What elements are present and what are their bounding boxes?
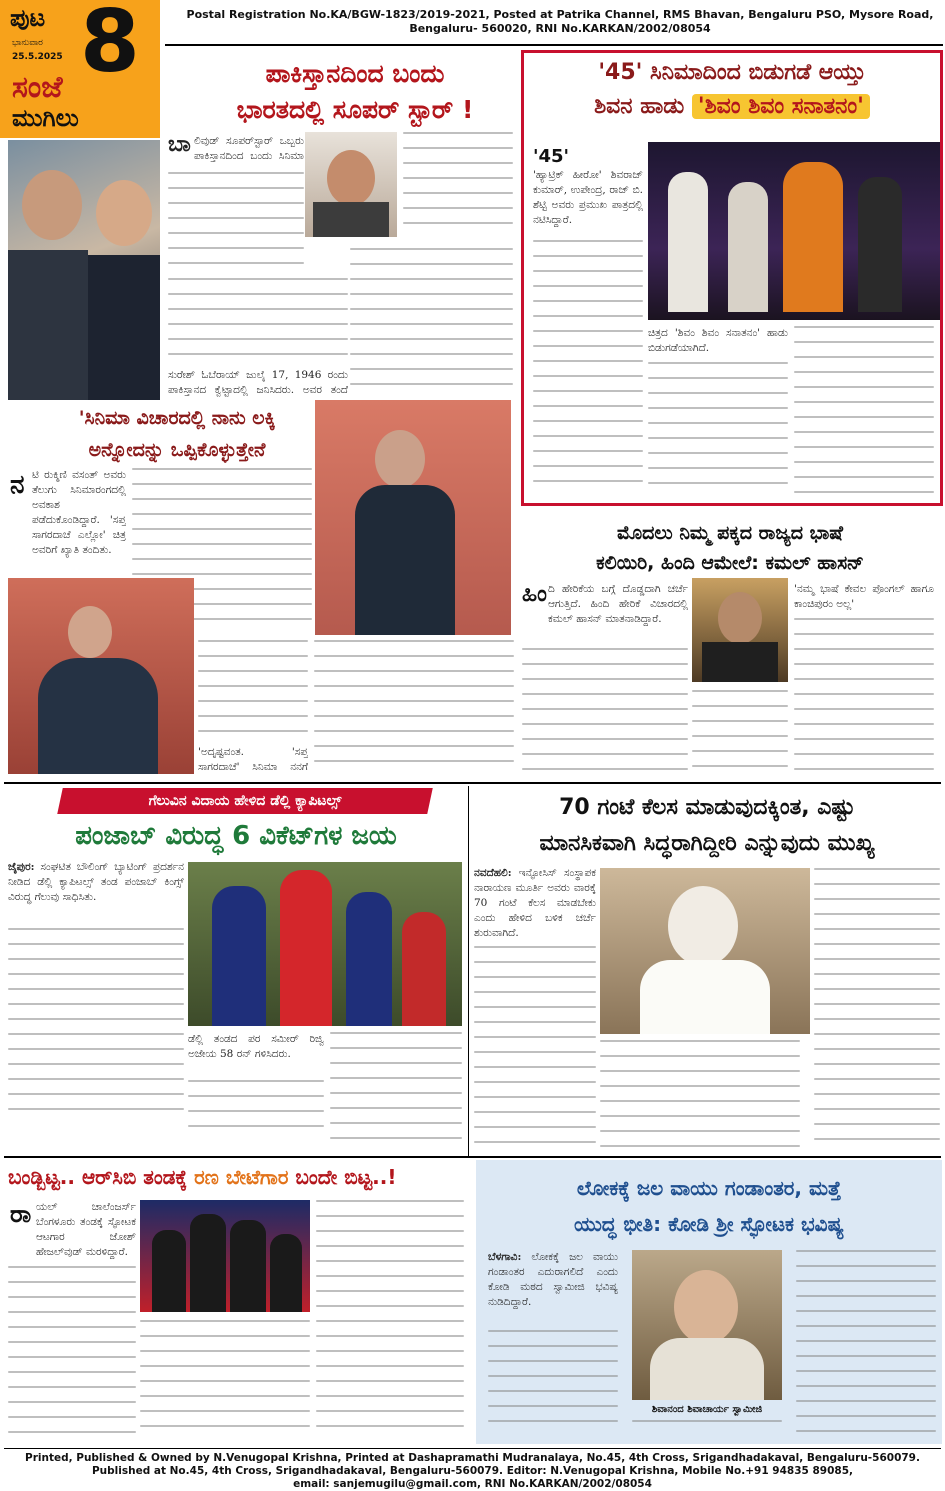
- paper-name-line1: ಸಂಜೆ: [12, 70, 63, 105]
- postal-line-2: Bengaluru- 560020, RNI No.KARKAN/2002/08054: [409, 22, 711, 35]
- article3-photo-second: [8, 578, 194, 774]
- footer-rule: [4, 1448, 941, 1449]
- article2-para1: 'ಹ್ಯಾಟ್ರಿಕ್ ಹೀರೋ' ಶಿವರಾಜ್ ಕುಮಾರ್, ಉಪೇಂದ್ರ, ರಾಜ್ ಬಿ. ಶೆಟ್ಟಿ ಅವರು ಪ್ರಮುಖ ಪಾತ್ರದಲ್ಲಿ ನಟಿಸಿದ್ದಾರೆ.: [533, 169, 643, 226]
- masthead-rule: [165, 44, 943, 46]
- article2-photo: [648, 142, 940, 320]
- sports1-photo: [188, 862, 462, 1026]
- article5-para1: ಇನ್ಫೋಸಿಸ್ ಸಂಸ್ಥಾಪಕ ನಾರಾಯಣ ಮೂರ್ತಿ ಅವರು ವಾರಕ್ಕೆ 70 ಗಂಟೆ ಕೆಲಸ ಮಾಡಬೇಕು ಎಂದು ಹೇಳಿದ ಬಳಿಕ ಚರ್ಚೆ ಶುರುವಾಗಿದೆ.: [474, 867, 596, 939]
- sports2-headline: [8, 1160, 470, 1194]
- section-divider: [4, 782, 941, 784]
- article1-para1: ಲಿವುಡ್ ಸೂಪರ್‌ಸ್ಟಾರ್ ಒಬ್ಬರು ಪಾಕಿಸ್ತಾನದಿಂದ ಬಂದು ಸಿನಿಮಾ: [194, 135, 304, 162]
- article5-dateline: ನವದೆಹಲಿ:: [474, 867, 512, 879]
- article3-quote: 'ಅದೃಷ್ಟವಂತ. 'ಸಪ್ತ ಸಾಗರದಾಚೆ' ಸಿನಿಮಾ ನನಗೆ: [198, 746, 308, 773]
- postal-registration: [180, 8, 940, 36]
- article4-headline-line1: ಮೊದಲು ನಿಮ್ಮ ಪಕ್ಕದ ರಾಜ್ಯದ ಭಾಷೆ: [617, 522, 843, 544]
- sports2-dropcap: ರಾ: [10, 1200, 32, 1228]
- footer-line-3: email: sanjemugilu@gmail.com, RNI No.KARKAN/2002/08054: [293, 1478, 652, 1490]
- article1-para2: ಸುರೇಶ್ ಓಬೆರಾಯ್ ಜುಲೈ 17, 1946 ರಂದು ಪಾಕಿಸ್ತಾನದ ಕ್ವೆಟ್ಟಾದಲ್ಲಿ ಜನಿಸಿದರು. ಅವರ ತಂದೆ: [168, 369, 348, 396]
- article1-dropcap: ಬಾ: [168, 132, 191, 157]
- sports1-lead: [8, 860, 184, 922]
- sports2-headline-orange: ರಣ ಬೇಟೆಗಾರ: [194, 1165, 289, 1189]
- footer: [0, 1452, 945, 1491]
- article5-lead: [474, 866, 596, 940]
- article4-headline-line2: ಕಲಿಯಿರಿ, ಹಿಂದಿ ಆಮೇಲೆ: ಕಮಲ್ ಹಾಸನ್: [596, 552, 864, 574]
- article1-headline: [190, 56, 520, 128]
- article4-quote: 'ನಮ್ಮ ಭಾಷೆ ಕೇವಲ ಪೊಂಗಲ್ ಹಾಗೂ ಕಾಂಚಿಪುರಂ ಅಲ್ಲ': [794, 583, 934, 610]
- sports2-photo: [140, 1200, 310, 1312]
- article6-headline-line1: ಲೋಕಕ್ಕೆ ಜಲ ವಾಯು ಗಂಡಾಂತರ, ಮತ್ತೆ: [576, 1176, 842, 1200]
- masthead: [0, 0, 160, 138]
- article3-dropcap: ನ: [10, 470, 25, 500]
- day-label: ಭಾನುವಾರ: [12, 38, 43, 48]
- postal-line-1: Postal Registration No.KA/BGW-1823/2019-2021, Posted at Patrika Channel, RMS Bhavan, Bengaluru PSO, Mysore Road,: [186, 8, 934, 21]
- article2-headline: [521, 56, 943, 124]
- article2-lead-number: '45': [533, 146, 570, 167]
- page-number: 8: [80, 0, 140, 92]
- article3-para1: ಟಿ ರುಕ್ಮಿಣಿ ವಸಂತ್ ಅವರು ತೆಲುಗು ಸಿನಿಮಾರಂಗದಲ್ಲಿ ಅವಕಾಶ ಪಡೆದುಕೊಂಡಿದ್ದಾರೆ. 'ಸಪ್ತ ಸಾಗರದಾಚೆ ಎಲ್ಲೋ' ಚಿತ್ರ ಅವರಿಗೆ ಖ್ಯಾತಿ ತಂದಿತು.: [32, 469, 126, 556]
- sports1-dateline: ಜೈಪುರ:: [8, 861, 35, 873]
- paper-name-line2: ಮುಗಿಲು: [12, 104, 79, 132]
- article3-headline-line1: 'ಸಿನಿಮಾ ವಿಚಾರದಲ್ಲಿ ನಾನು ಲಕ್ಕಿ: [78, 407, 276, 429]
- article1-headline-line2: ಭಾರತದಲ್ಲಿ ಸೂಪರ್ ಸ್ಟಾರ್ !: [236, 95, 474, 124]
- article2-headline-line1: '45' ಸಿನಿಮಾದಿಂದ ಬಿಡುಗಡೆ ಆಯ್ತು: [598, 60, 866, 85]
- article5-headline-line1: 70 ಗಂಟೆ ಕೆಲಸ ಮಾಡುವುದಕ್ಕಿಂತ, ಎಷ್ಟು: [559, 795, 855, 820]
- sports1-headline: ಪಂಜಾಬ್ ವಿರುದ್ಧ 6 ವಿಕೆಟ್‌ಗಳ ಜಯ: [75, 821, 397, 851]
- sports2-para1: ಯಲ್ ಚಾಲೆಂಜರ್ಸ್ ಬೆಂಗಳೂರು ತಂಡಕ್ಕೆ ಸ್ಫೋಟಕ ಆಟಗಾರ ಜೋಶ್ ಹೇಜಲ್‌ವುಡ್ ಮರಳಿದ್ದಾರೆ.: [36, 1201, 136, 1258]
- footer-line-1: Printed, Published & Owned by N.Venugopal Krishna, Printed at Dashapramathi Mudranalaya, No.45, 4th Cross, Srigandhadakaval, Bengaluru-560079.: [25, 1452, 920, 1464]
- sports2-headline-red: ಬಂಡ್ಬಿಟ್ಟ.. ಆರ್‌ಸಿಬಿ ತಂಡಕ್ಕೆ: [8, 1165, 188, 1189]
- article6-dateline: ಬೆಳಗಾವಿ:: [488, 1251, 522, 1263]
- article3-headline-line2: ಅನ್ನೋದನ್ನು ಒಪ್ಪಿಕೊಳ್ಳುತ್ತೇನೆ: [88, 439, 266, 461]
- sports2-headline-end: ಬಂದೇ ಬಿಟ್ಟ..!: [295, 1165, 397, 1189]
- footer-line-2: Published at No.45, 4th Cross, Srigandhadakaval, Bengaluru-560079. Editor: N.Venugopal Krishna, Mobile No.+91 94835 89085,: [91, 1465, 853, 1477]
- article1-inset-photo: [305, 132, 397, 237]
- article4-photo: [692, 578, 788, 682]
- article1-photo: [8, 140, 160, 400]
- article2-headline-prefix: ಶಿವನ ಹಾಡು: [594, 94, 685, 119]
- article6-photo: [632, 1250, 782, 1400]
- article5-photo: [600, 868, 810, 1034]
- article6-headline: [476, 1170, 942, 1242]
- article6-photo-caption: ಶಿವಾನಂದ ಶಿವಾಚಾರ್ಯ ಸ್ವಾಮೀಜಿ: [651, 1404, 763, 1415]
- article3-photo-main: [315, 400, 511, 635]
- page-word: ಪುಟ: [10, 4, 46, 32]
- date-label: 25.5.2025: [12, 52, 63, 62]
- sports1-kicker: ಗೆಲುವಿನ ವಿದಾಯ ಹೇಳಿದ ಡೆಲ್ಲಿ ಕ್ಯಾಪಿಟಲ್ಸ್: [148, 793, 342, 809]
- article6-para1: ಲೋಕಕ್ಕೆ ಜಲ ವಾಯು ಗಂಡಾಂತರ ಎದುರಾಗಲಿದೆ ಎಂದು ಕೋಡಿ ಮಠದ ಸ್ವಾಮೀಜಿ ಭವಿಷ್ಯ ನುಡಿದಿದ್ದಾರೆ.: [488, 1251, 618, 1308]
- article1-headline-line1: ಪಾಕಿಸ್ತಾನದಿಂದ ಬಂದು: [265, 59, 445, 88]
- article4-dropcap: ಹಿಂ: [522, 582, 547, 607]
- article2-headline-highlight: 'ಶಿವಂ ಶಿವಂ ಸನಾತನಂ': [692, 94, 870, 119]
- sports1-para2: ಡೆಲ್ಲಿ ತಂಡದ ಪರ ಸಮೀರ್ ರಿಜ್ವಿ ಅಜೇಯ 58 ರನ್ ಗಳಿಸಿದರು.: [188, 1033, 324, 1060]
- article2-para2: ಚಿತ್ರದ 'ಶಿವಂ ಶಿವಂ ಸನಾತನಂ' ಹಾಡು ಬಿಡುಗಡೆಯಾಗಿದೆ.: [648, 327, 788, 354]
- article4-headline: [520, 518, 940, 578]
- article3-headline: [8, 402, 346, 466]
- article6-headline-line2: ಯುದ್ಧ ಭೀತಿ: ಕೋಡಿ ಶ್ರೀ ಸ್ಫೋಟಕ ಭವಿಷ್ಯ: [574, 1212, 844, 1236]
- section-divider-2: [4, 1156, 941, 1158]
- article6-lead: [488, 1250, 618, 1324]
- article4-para1: ದಿ ಹೇರಿಕೆಯ ಬಗ್ಗೆ ದೊಡ್ಡದಾಗಿ ಚರ್ಚೆ ಆಗುತ್ತಿದೆ. ಹಿಂದಿ ಹೇರಿಕೆ ವಿಚಾರದಲ್ಲಿ ಕಮಲ್ ಹಾಸನ್ ಮಾತನಾಡಿದ್ದಾರೆ.: [548, 583, 688, 625]
- article5-headline-line2: ಮಾನಸಿಕವಾಗಿ ಸಿದ್ಧರಾಗಿದ್ದೀರಿ ಎನ್ನುವುದು ಮುಖ್ಯ: [539, 831, 875, 856]
- article5-headline: [474, 790, 940, 862]
- sports1-para1: ಸಂಘಟಿತ ಬೌಲಿಂಗ್ ಬ್ಯಾಟಿಂಗ್ ಪ್ರದರ್ಶನ ನೀಡಿದ ಡೆಲ್ಲಿ ಕ್ಯಾಪಿಟಲ್ಸ್ ತಂಡ ಪಂಜಾಬ್ ಕಿಂಗ್ಸ್ ವಿರುದ್ಧ ಗೆಲುವು ಸಾಧಿಸಿತು.: [8, 861, 184, 903]
- vertical-divider: [468, 786, 469, 1156]
